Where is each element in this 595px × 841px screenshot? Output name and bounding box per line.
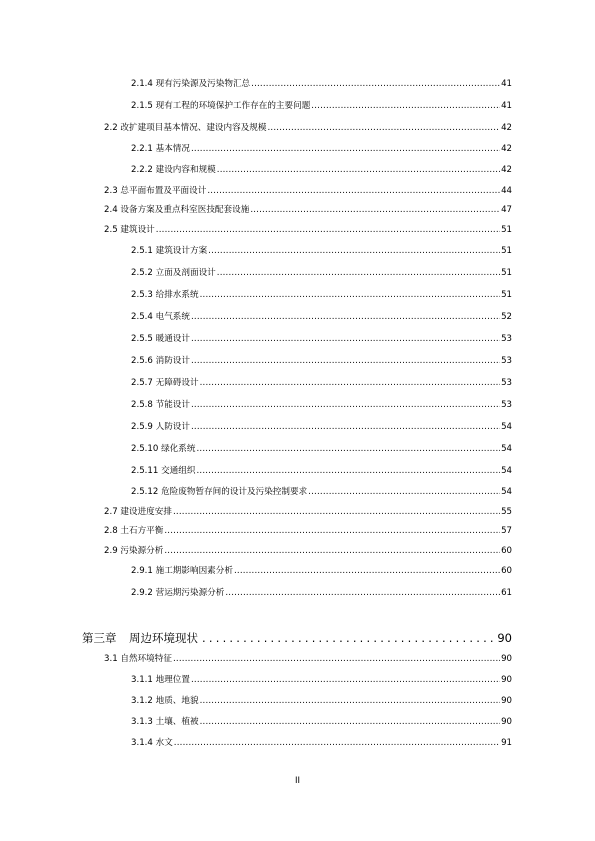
toc-entry[interactable] xyxy=(131,268,512,279)
toc-entry[interactable] xyxy=(131,466,512,477)
toc-leader-dots xyxy=(202,631,493,645)
toc-leader-dots xyxy=(191,312,500,323)
toc-page-number: 47 xyxy=(501,205,512,215)
toc-entry-label: 2.1.4 现有污染源及污染物汇总 xyxy=(131,79,251,89)
toc-page-number: 53 xyxy=(501,400,512,410)
toc-leader-dots xyxy=(200,290,500,301)
toc-page-number: 61 xyxy=(501,588,512,598)
toc-entry[interactable] xyxy=(131,566,512,577)
toc-entry-label: 2.5.3 给排水系统 xyxy=(131,290,199,300)
toc-leader-dots xyxy=(191,356,500,367)
toc-page-number: 55 xyxy=(501,507,512,517)
toc-leader-dots xyxy=(308,487,500,498)
toc-leader-dots xyxy=(156,225,500,236)
toc-page-number: 57 xyxy=(501,526,512,536)
toc-page-number: 54 xyxy=(501,487,512,497)
toc-leader-dots xyxy=(208,246,500,257)
toc-leader-dots xyxy=(196,466,500,477)
toc-entry-label: 2.2.1 基本情况 xyxy=(131,144,190,154)
toc-entry-label: 2.8 土石方平衡 xyxy=(104,526,164,536)
toc-entry[interactable] xyxy=(104,526,512,537)
toc-leader-dots xyxy=(225,588,500,599)
toc-entry-label: 2.9 污染源分析 xyxy=(104,546,164,556)
toc-page-number: 51 xyxy=(501,246,512,256)
chapter-number: 第三章 xyxy=(82,631,117,645)
toc-entry-label: 2.2.2 建设内容和规模 xyxy=(131,165,216,175)
toc-leader-dots xyxy=(191,144,500,155)
toc-page-number: 42 xyxy=(501,123,512,133)
toc-entry-label: 2.5.6 消防设计 xyxy=(131,356,190,366)
toc-page-number: 90 xyxy=(501,696,512,706)
toc-leader-dots xyxy=(191,675,500,686)
toc-page-number: 42 xyxy=(501,165,512,175)
toc-leader-dots xyxy=(217,165,500,176)
toc-leader-dots xyxy=(200,378,500,389)
toc-leader-dots xyxy=(196,444,500,455)
toc-page-number: 52 xyxy=(501,312,512,322)
toc-entry-label: 2.9.2 营运期污染源分析 xyxy=(131,588,225,598)
toc-page-number: 54 xyxy=(501,422,512,432)
toc-page-number: 41 xyxy=(501,101,512,111)
toc-entry-label: 3.1.2 地质、地貌 xyxy=(131,696,199,706)
toc-entry[interactable] xyxy=(131,487,512,498)
toc-page-number: 53 xyxy=(501,378,512,388)
toc-entry[interactable] xyxy=(131,101,512,112)
toc-entry[interactable] xyxy=(104,507,512,518)
toc-entry-label: 2.5.12 危险废物暂存间的设计及污染控制要求 xyxy=(131,487,308,497)
toc-entry-label: 2.5.7 无障碍设计 xyxy=(131,378,199,388)
toc-entry[interactable] xyxy=(131,79,512,90)
toc-entry-label: 3.1.3 土壤、植被 xyxy=(131,717,199,727)
toc-leader-dots xyxy=(250,205,500,216)
toc-entry-label: 2.4 设备方案及重点科室医技配套设施 xyxy=(104,205,250,215)
toc-entry[interactable] xyxy=(131,290,512,301)
toc-page-number: 42 xyxy=(501,144,512,154)
toc-entry[interactable] xyxy=(131,422,512,433)
toc-page-number: 91 xyxy=(501,738,512,748)
toc-entry-label: 2.7 建设进度安排 xyxy=(104,507,172,517)
toc-page-number: 90 xyxy=(501,675,512,685)
toc-entry-label: 2.3 总平面布置及平面设计 xyxy=(104,186,207,196)
toc-entry[interactable] xyxy=(131,588,512,599)
toc-leader-dots xyxy=(191,422,500,433)
toc-leader-dots xyxy=(191,400,500,411)
toc-entry-label: 2.1.5 现有工程的环境保护工作存在的主要问题 xyxy=(131,101,311,111)
toc-entry[interactable] xyxy=(104,186,512,197)
toc-entry[interactable] xyxy=(131,444,512,455)
toc-entry[interactable] xyxy=(104,225,512,236)
toc-page-number: 53 xyxy=(501,334,512,344)
toc-entry[interactable] xyxy=(104,546,512,557)
toc-leader-dots xyxy=(191,334,500,345)
toc-page-number: 90 xyxy=(501,717,512,727)
page-number-footer: II xyxy=(294,776,300,786)
toc-leader-dots xyxy=(200,696,500,707)
toc-entry[interactable] xyxy=(104,654,512,665)
toc-leader-dots xyxy=(207,186,500,197)
toc-page-number: 53 xyxy=(501,356,512,366)
toc-entry[interactable] xyxy=(131,400,512,411)
toc-entry[interactable] xyxy=(104,123,512,134)
toc-entry-label: 2.5.2 立面及剖面设计 xyxy=(131,268,216,278)
toc-chapter-entry[interactable] xyxy=(82,631,512,645)
toc-page-number: 90 xyxy=(497,631,512,645)
toc-entry[interactable] xyxy=(131,334,512,345)
toc-page-number: 60 xyxy=(501,566,512,576)
toc-entry[interactable] xyxy=(131,717,512,728)
toc-page-number: 51 xyxy=(501,290,512,300)
toc-page-number: 51 xyxy=(501,225,512,235)
toc-leader-dots xyxy=(173,654,500,665)
toc-leader-dots xyxy=(200,717,500,728)
toc-page-number: 54 xyxy=(501,444,512,454)
chapter-title: 周边环境现状 xyxy=(129,631,198,645)
toc-entry[interactable] xyxy=(131,246,512,257)
toc-entry-label: 2.5.1 建筑设计方案 xyxy=(131,246,208,256)
toc-leader-dots xyxy=(234,566,500,577)
toc-leader-dots xyxy=(173,507,500,518)
toc-leader-dots xyxy=(311,101,500,112)
toc-page-number: 90 xyxy=(501,654,512,664)
toc-entry-label: 2.5 建筑设计 xyxy=(104,225,155,235)
toc-leader-dots xyxy=(164,526,500,537)
toc-entry-label: 3.1.4 水文 xyxy=(131,738,173,748)
toc-entry-label: 2.5.10 绿化系统 xyxy=(131,444,196,454)
toc-page-number: 60 xyxy=(501,546,512,556)
toc-page-number: 54 xyxy=(501,466,512,476)
toc-entry-label: 2.5.4 电气系统 xyxy=(131,312,190,322)
toc-entry-label: 3.1.1 地理位置 xyxy=(131,675,190,685)
toc-entry-label: 2.5.11 交通组织 xyxy=(131,466,196,476)
toc-entry[interactable] xyxy=(131,165,512,176)
toc-entry-label: 2.5.9 人防设计 xyxy=(131,422,190,432)
toc-entry-label: 3.1 自然环境特征 xyxy=(104,654,172,664)
toc-leader-dots xyxy=(217,268,500,279)
toc-entry[interactable] xyxy=(131,696,512,707)
toc-leader-dots xyxy=(164,546,500,557)
toc-page-number: 44 xyxy=(501,186,512,196)
toc-entry[interactable] xyxy=(131,312,512,323)
toc-entry[interactable] xyxy=(131,675,512,686)
toc-leader-dots xyxy=(174,738,500,749)
toc-entry[interactable] xyxy=(104,205,512,216)
toc-entry[interactable] xyxy=(131,144,512,155)
toc-page-number: 41 xyxy=(501,79,512,89)
toc-leader-dots xyxy=(251,79,500,90)
toc-leader-dots xyxy=(268,123,501,134)
toc-entry[interactable] xyxy=(131,356,512,367)
toc-entry[interactable] xyxy=(131,738,512,749)
toc-entry-label: 2.2 改扩建项目基本情况、建设内容及规模 xyxy=(104,123,267,133)
toc-entry-label: 2.9.1 施工期影响因素分析 xyxy=(131,566,233,576)
toc-entry[interactable] xyxy=(131,378,512,389)
toc-entry-label: 2.5.8 节能设计 xyxy=(131,400,190,410)
toc-page-number: 51 xyxy=(501,268,512,278)
toc-entry-label: 2.5.5 暖通设计 xyxy=(131,334,190,344)
